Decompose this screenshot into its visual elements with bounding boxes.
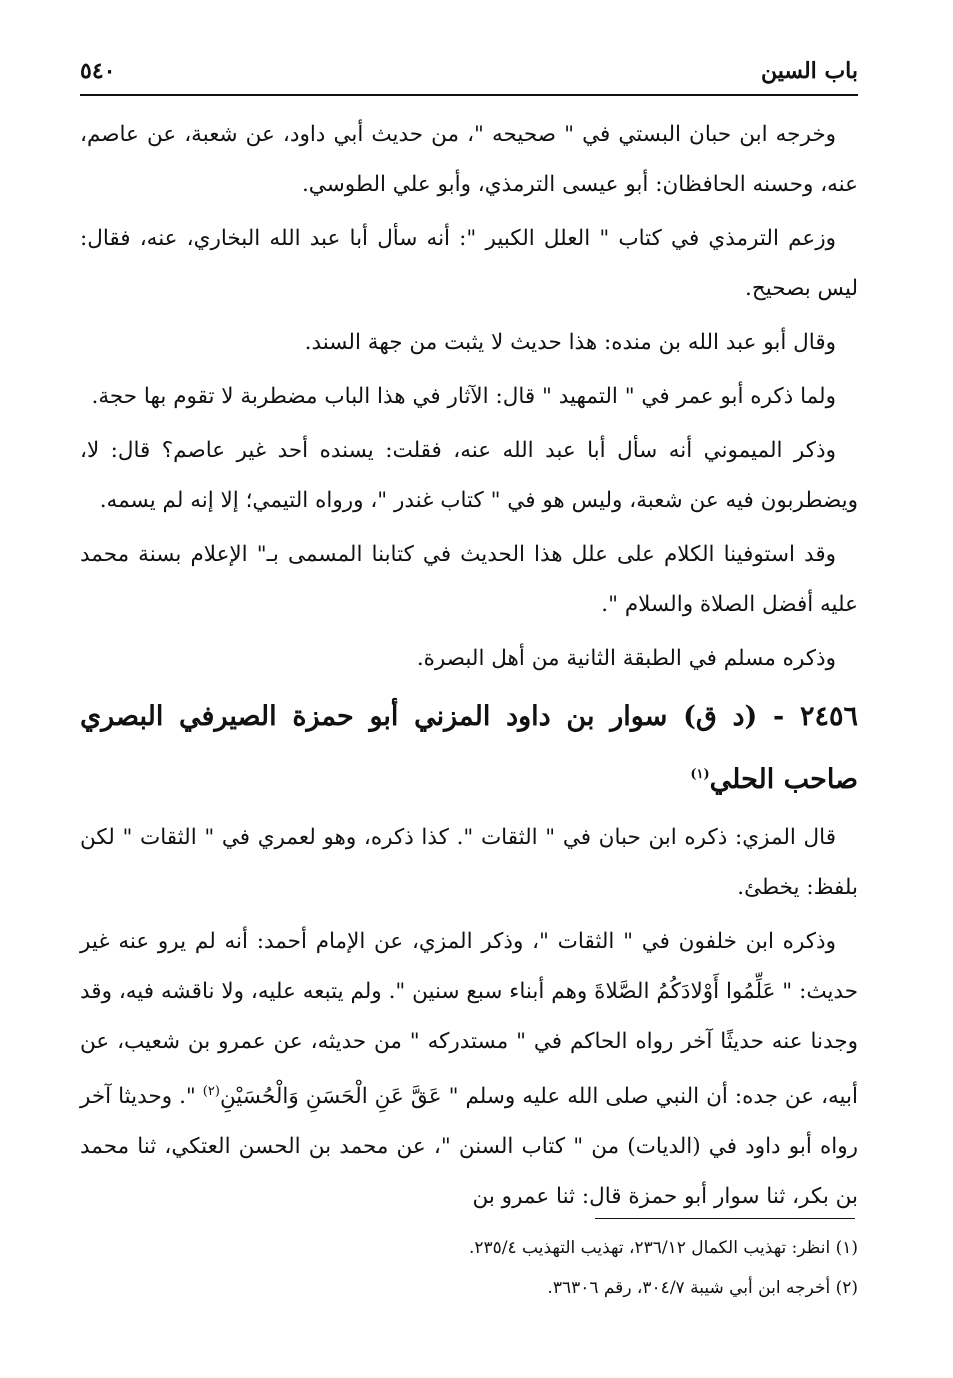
footnote: (٢) أخرجه ابن أبي شيبة ٣٠٤/٧، رقم ٣٦٣٠٦. (547, 1278, 858, 1298)
footnote-divider (595, 1218, 855, 1219)
paragraph: وقال أبو عبد الله بن منده: هذا حديث لا يثبت من جهة السند. (304, 330, 836, 355)
main-text (80, 110, 858, 1226)
paragraph: وقد استوفينا الكلام على علل هذا الحديث في كتابنا المسمى بـ" الإعلام بسنة محمد عليه أفضل الصلاة والسلام ". (80, 542, 858, 617)
paragraph: وزعم الترمذي في كتاب " العلل الكبير ": أنه سأل أبا عبد الله البخاري، عنه، فقال: ليس بصحيح. (80, 226, 858, 301)
footnote: (١) انظر: تهذيب الكمال ٢٣٦/١٢، تهذيب التهذيب ٢٣٥/٤. (468, 1238, 858, 1258)
chapter-title: باب السين (760, 58, 858, 84)
paragraph: وذكره مسلم في الطبقة الثانية من أهل البصرة. (416, 646, 836, 671)
paragraph-text: وذكره ابن خلفون في " الثقات "، وذكر المزي، عن الإمام أحمد: أنه لم يرو عنه غير حديث: " عَلِّمُوا أَوْلادَكُمُ الصَّلاةَ وهم أبناء سبع سنين ". ولم يتبعه عليه، ولا ناقشه فيه، وقد وجدنا عنه حديثًا آخر رواه الحاكم في " مستدركه " من حديثه، عن عمرو بن شعيب، عن أبيه، عن جده: أن النبي صلى الله عليه وسلم " عَقَّ عَنِ الْحَسَنِ وَالْحُسَيْنِ (80, 929, 858, 1110)
entry-heading (80, 688, 858, 809)
page-number: ٥٤٠ (80, 58, 116, 84)
footnotes (80, 1228, 858, 1308)
footnote-marker: (١) (690, 767, 710, 782)
footnote-marker: (٢) (202, 1084, 220, 1099)
entry-heading-text: ٢٤٥٦ - (د ق) سوار بن داود المزني أبو حمزة الصيرفي البصري صاحب الحلي (80, 701, 858, 795)
page-header (80, 52, 858, 96)
paragraph: وذكر الميموني أنه سأل أبا عبد الله عنه، فقلت: يسنده أحد غير عاصم؟ قال: لا، ويضطربون فيه عن شعبة، وليس هو في " كتاب غندر "، ورواه التيمي؛ إلا إنه لم يسمه. (80, 438, 858, 513)
paragraph-text: ". وحديثا آخر رواه أبو داود في (الديات) من " كتاب السنن "، عن محمد بن الحسن العتكي، ثنا محمد بن بكر، ثنا سوار أبو حمزة قال: ثنا عمرو بن (80, 1084, 858, 1210)
paragraph: ولما ذكره أبو عمر في " التمهيد " قال: الآثار في هذا الباب مضطربة لا تقوم بها حجة. (91, 384, 836, 409)
paragraph: قال المزي: ذكره ابن حبان في " الثقات ". كذا ذكره، وهو لعمري في " الثقات " لكن بلفظ: يخطئ. (80, 825, 858, 900)
paragraph: وخرجه ابن حبان البستي في " صحيحه "، من حديث أبي داود، عن شعبة، عن عاصم، عنه، وحسنه الحافظان: أبو عيسى الترمذي، وأبو علي الطوسي. (80, 122, 858, 197)
paragraph (80, 917, 858, 1222)
